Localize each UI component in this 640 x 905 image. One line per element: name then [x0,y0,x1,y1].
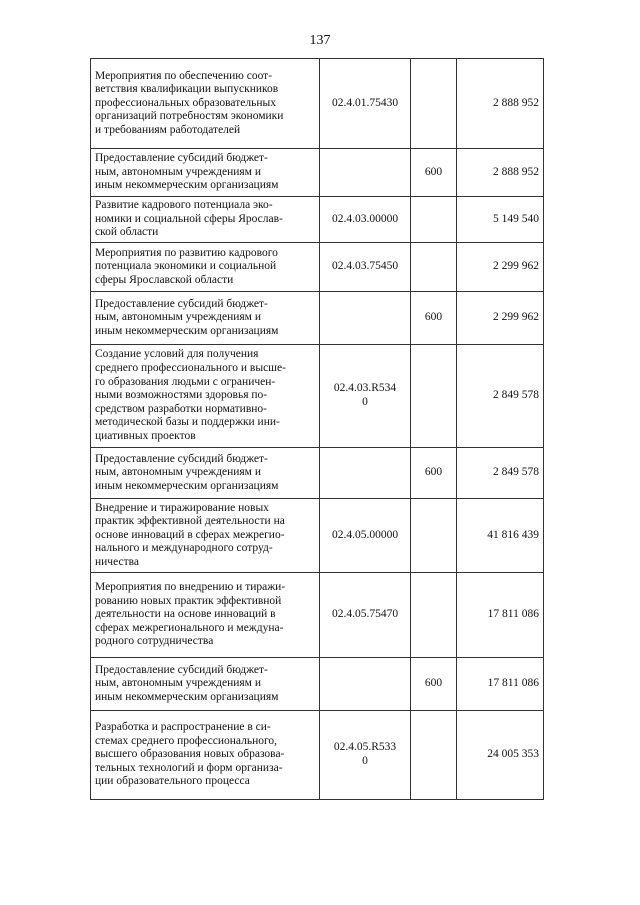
row-name: Предоставление субсидий бюджет- ным, автономным учреждениям и иным некоммерческим организациям [91,448,320,499]
row-code: 02.4.01.75430 [320,59,411,149]
row-code [320,448,411,499]
row-amount: 5 149 540 [457,197,544,243]
row-name: Предоставление субсидий бюджет- ным, автономным учреждениям и иным некоммерческим организациям [91,149,320,197]
row-amount: 41 816 439 [457,499,544,573]
row-code: 02.4.05.00000 [320,499,411,573]
row-name: Мероприятия по внедрению и тиражи- рованию новых практик эффективной деятельности на основе инноваций в сферах межрегионального и междуна- родного сотрудничества [91,573,320,658]
row-amount: 2 888 952 [457,59,544,149]
row-expense-type [411,499,457,573]
table-row [91,59,544,149]
page-number: 137 [309,33,331,48]
row-name: Предоставление субсидий бюджет- ным, автономным учреждениям и иным некоммерческим организациям [91,292,320,345]
table-row [91,448,544,499]
row-name: Мероприятия по развитию кадрового потенциала экономики и социальной сферы Ярославской области [91,243,320,292]
row-expense-type: 600 [411,292,457,345]
row-expense-type [411,197,457,243]
row-amount: 2 849 578 [457,345,544,448]
row-amount: 17 811 086 [457,573,544,658]
row-name: Предоставление субсидий бюджет- ным, автономным учреждениям и иным некоммерческим организациям [91,658,320,711]
row-name: Мероприятия по обеспечению соот- ветствия квалификации выпускников профессиональных образовательных организаций потребностям экономики и требованиям работодателей [91,59,320,149]
row-amount: 2 888 952 [457,149,544,197]
row-expense-type [411,59,457,149]
row-expense-type [411,573,457,658]
table-row [91,197,544,243]
row-amount: 17 811 086 [457,658,544,711]
row-amount: 24 005 353 [457,711,544,800]
table-row [91,711,544,800]
row-expense-type [411,711,457,800]
table-row [91,573,544,658]
row-amount: 2 849 578 [457,448,544,499]
row-code: 02.4.03.00000 [320,197,411,243]
row-name: Создание условий для получения среднего профессионального и высше- го образования людьми с ограничен- ными возможностями здоровья по- средством разработки нормативно- методической базы и поддержки ини- циативных проектов [91,345,320,448]
row-amount: 2 299 962 [457,243,544,292]
row-expense-type: 600 [411,658,457,711]
row-code: 02.4.05.75470 [320,573,411,658]
table-row [91,658,544,711]
row-expense-type: 600 [411,149,457,197]
row-code: 02.4.03.R534 0 [320,345,411,448]
table-row [91,243,544,292]
row-name: Внедрение и тиражирование новых практик эффективной деятельности на основе инноваций в сферах межрегио- нального и международного сотруд- ничества [91,499,320,573]
row-code: 02.4.05.R533 0 [320,711,411,800]
row-code [320,149,411,197]
row-expense-type [411,243,457,292]
row-code: 02.4.03.75450 [320,243,411,292]
row-code [320,658,411,711]
row-expense-type: 600 [411,448,457,499]
table-row [91,292,544,345]
row-amount: 2 299 962 [457,292,544,345]
table-row [91,149,544,197]
row-name: Развитие кадрового потенциала эко- номики и социальной сферы Ярослав- ской области [91,197,320,243]
table-row [91,499,544,573]
row-code [320,292,411,345]
table-row [91,345,544,448]
budget-table [90,58,544,800]
row-expense-type [411,345,457,448]
row-name: Разработка и распространение в си- стемах среднего профессионального, высшего образования новых образова- тельных технологий и форм организа- ции образовательного процесса [91,711,320,800]
